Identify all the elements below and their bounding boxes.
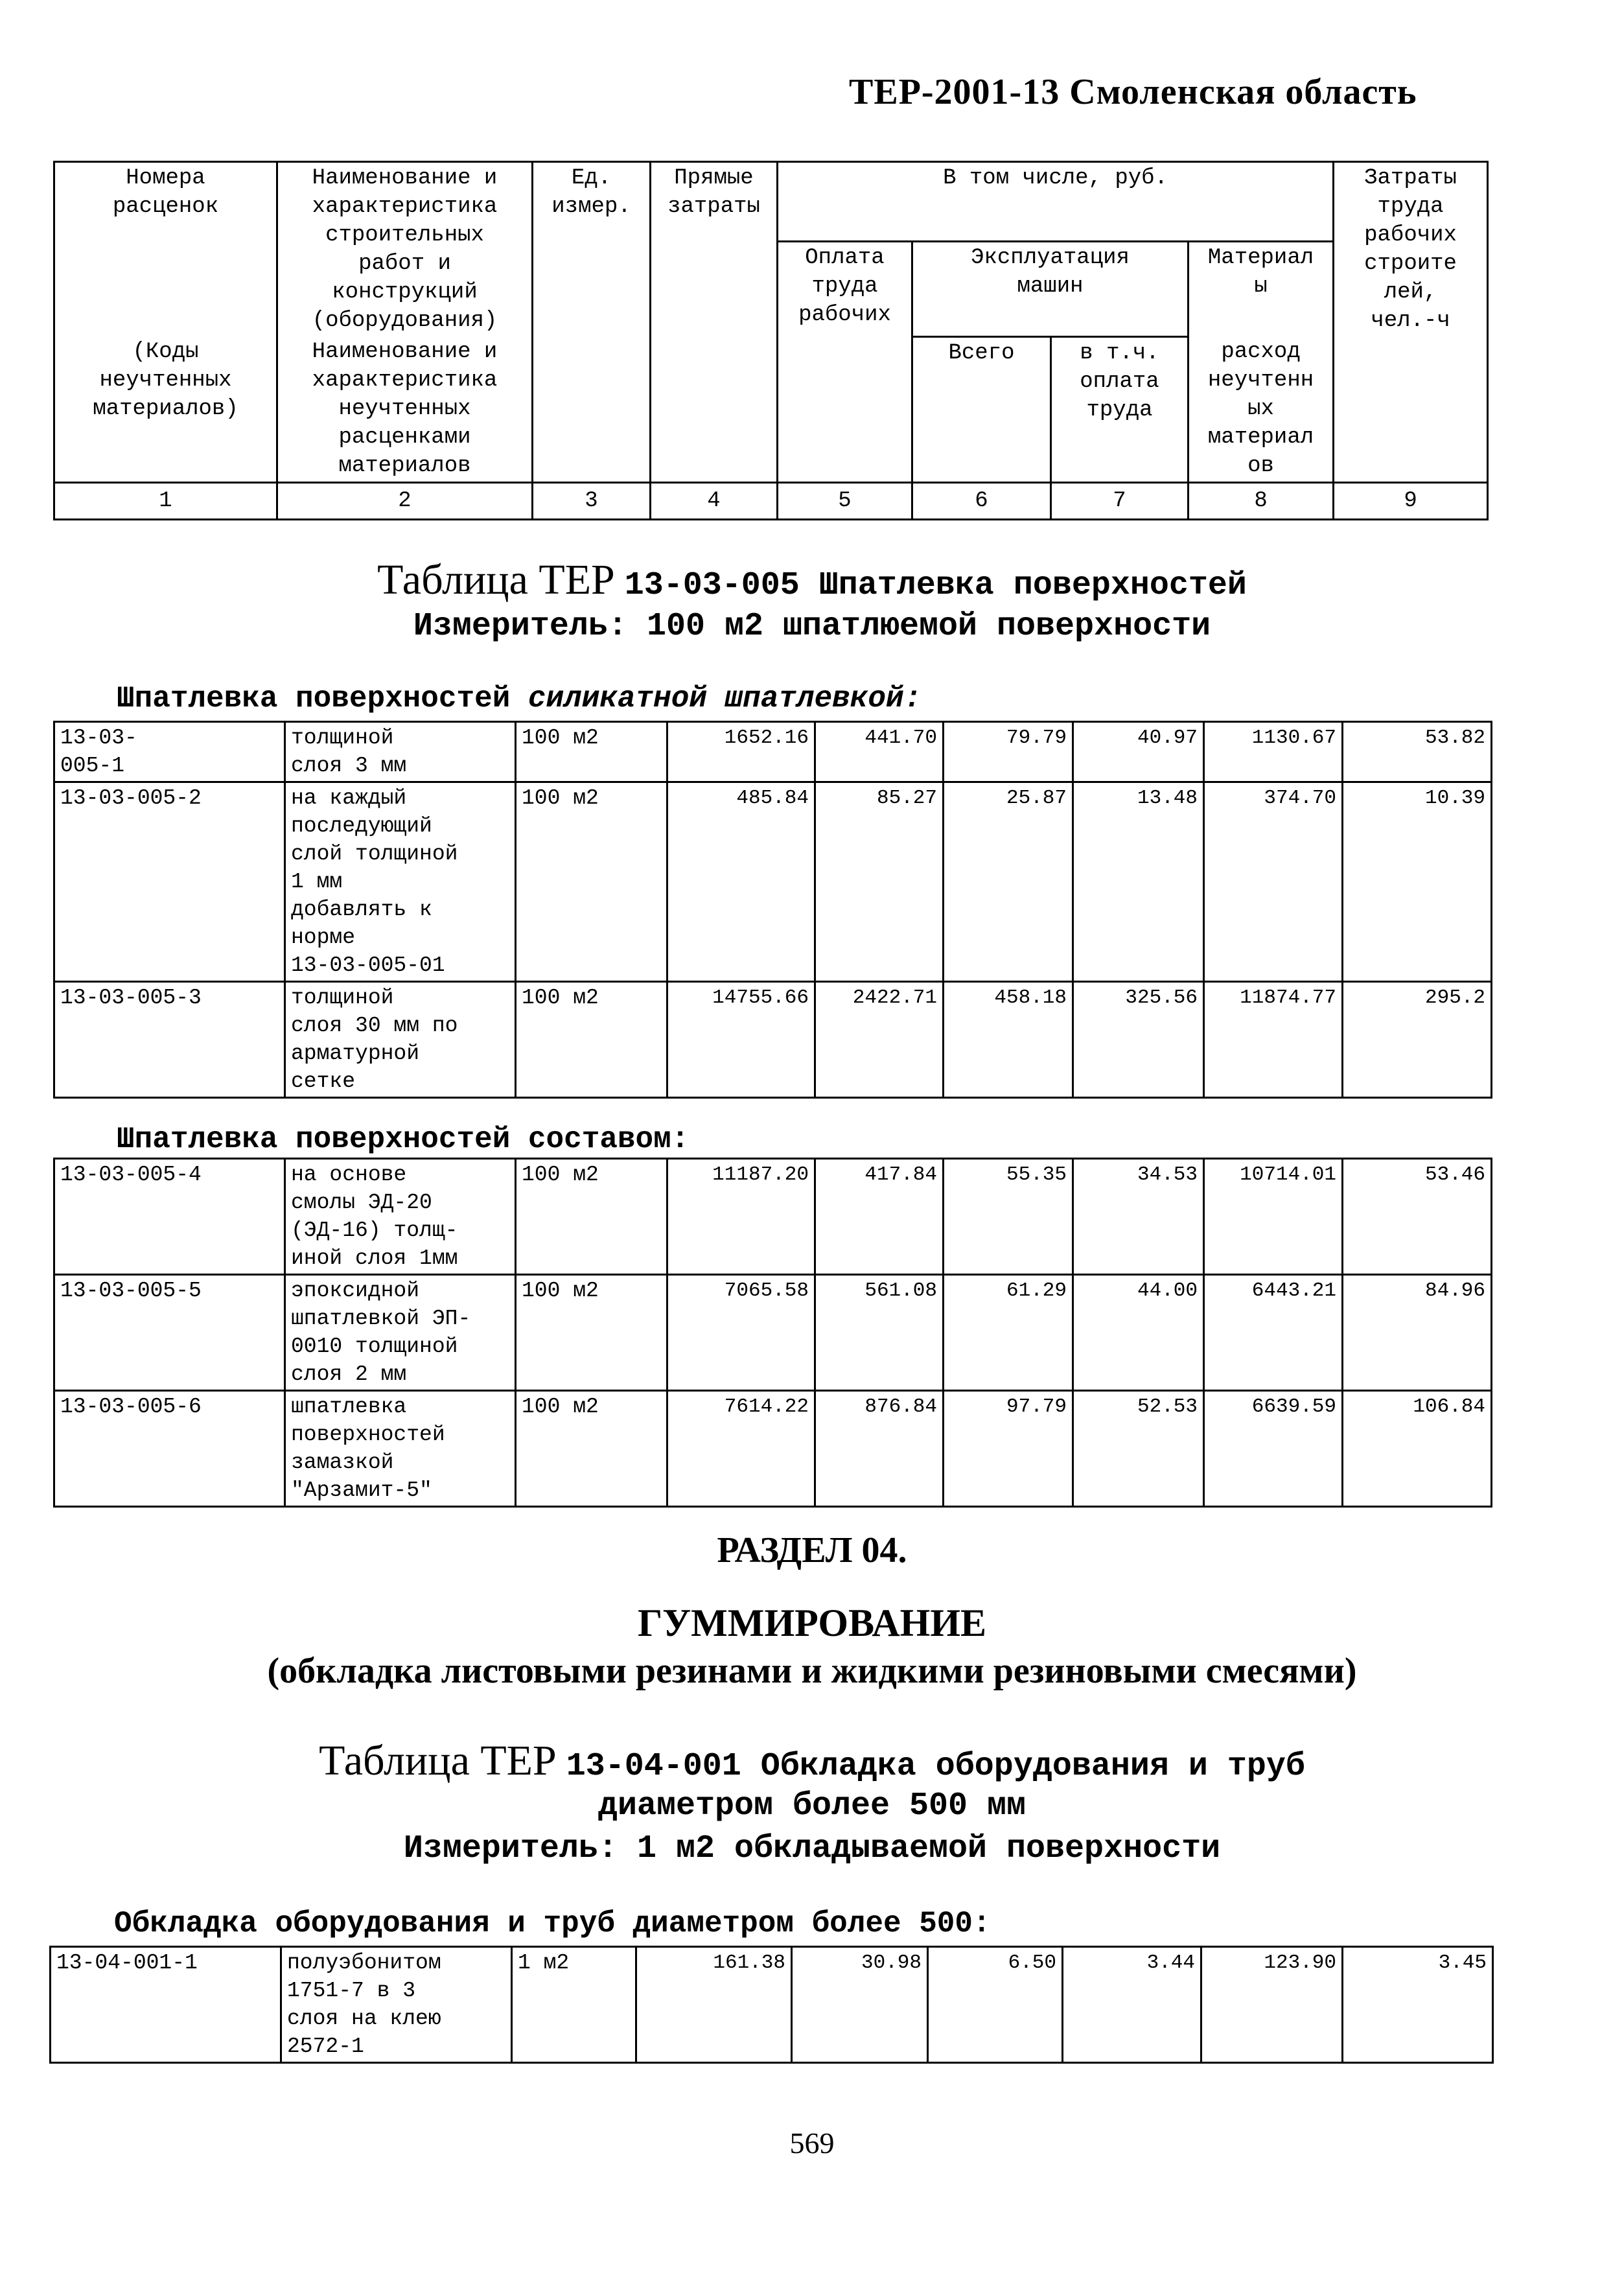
header-line: расценок (112, 194, 219, 219)
labor-hours-cell: 84.96 (1343, 1275, 1492, 1391)
rate-code-cell-line: 13-04-001-1 (56, 1951, 198, 1975)
table2-measure: Измеритель: 1 м2 обкладываемой поверхности (403, 1830, 1221, 1867)
work-name-cell-line: добавлять к (291, 898, 432, 922)
header-line: Номера (126, 166, 205, 191)
machine-labor-cost-cell: 44.00 (1073, 1275, 1204, 1391)
labor-cost-cell: 85.27 (815, 782, 944, 982)
machine-labor-cost-cell: 325.56 (1073, 982, 1204, 1098)
work-name-cell-line: поверхностей (291, 1423, 445, 1447)
work-name-cell-line: "Арзамит-5" (291, 1478, 432, 1502)
work-name-cell-line: иной слоя 1мм (291, 1246, 458, 1270)
machines-cost-cell: 458.18 (944, 982, 1073, 1098)
machine-labor-cost-cell: 40.97 (1073, 722, 1204, 782)
table2-title-prefix: Таблица ТЕР (319, 1737, 557, 1784)
header-line: ов (1247, 454, 1274, 478)
work-name-cell (281, 1947, 512, 2063)
direct-cost-cell: 485.84 (667, 782, 815, 982)
work-name-cell-line: слоя 30 мм по (291, 1014, 458, 1038)
labor-hours-cell: 53.82 (1343, 722, 1492, 782)
work-name-cell-line: последующий (291, 814, 432, 838)
rate-code-cell (54, 782, 285, 982)
group1-heading-italic: силикатной шпатлевкой: (528, 682, 922, 716)
col5-header (778, 242, 912, 483)
unit-cell: 100 м2 (516, 1159, 667, 1275)
labor-hours-cell: 106.84 (1343, 1391, 1492, 1507)
rate-code-cell (54, 1159, 285, 1275)
table1-group1-heading (117, 682, 922, 716)
work-name-cell-line: замазкой (291, 1451, 394, 1474)
work-name-cell (285, 982, 516, 1098)
table-row (54, 722, 1492, 782)
work-name-cell-line: норме (291, 926, 356, 950)
header-line: работ и (358, 251, 451, 276)
rate-code-cell (51, 1947, 281, 2063)
labor-cost-cell: 441.70 (815, 722, 944, 782)
work-name-cell (285, 1275, 516, 1391)
work-name-cell-line: 0010 толщиной (291, 1334, 458, 1358)
labor-hours-cell: 3.45 (1343, 1947, 1493, 2063)
labor-cost-cell: 561.08 (815, 1275, 944, 1391)
header-line: рабочих (798, 303, 891, 327)
rate-code-cell-line: 13-03-005-4 (60, 1163, 202, 1187)
col-number: 4 (651, 483, 778, 520)
col-number: 1 (54, 483, 277, 520)
header-line: расценками (338, 425, 471, 450)
table-row (54, 1159, 1492, 1275)
header-line: Оплата (805, 246, 885, 270)
header-line: затраты (667, 194, 760, 219)
section-number: РАЗДЕЛ 04. (717, 1530, 907, 1570)
table1-group2 (53, 1158, 1492, 1508)
header-line: строительных (325, 223, 484, 248)
header-line: машин (1017, 274, 1084, 299)
machine-labor-cost-cell: 13.48 (1073, 782, 1204, 982)
table2-heading: Обкладка оборудования и труб диаметром более 500: (114, 1907, 991, 1940)
materials-cost-cell: 11874.77 (1204, 982, 1343, 1098)
header-line: материалов (338, 454, 471, 478)
header-line: оплата (1080, 369, 1159, 394)
header-line: конструкций (332, 280, 478, 305)
work-name-cell-line: на основе (291, 1163, 407, 1187)
rate-code-cell-line: 13-03-005-6 (60, 1395, 202, 1419)
rate-code-cell-line: 005-1 (60, 754, 125, 778)
header-line: Ед. (571, 166, 612, 191)
work-name-cell-line: (ЭД-16) толщ- (291, 1218, 458, 1242)
table-row (54, 1275, 1492, 1391)
col-number: 2 (277, 483, 533, 520)
col4-header (651, 162, 778, 483)
table1-title-name: Шпатлевка поверхностей (818, 567, 1247, 604)
table2-title (0, 1738, 1624, 1789)
work-name-cell (285, 1391, 516, 1507)
col-number: 9 (1334, 483, 1488, 520)
rate-code-cell-line: 13-03-005-3 (60, 986, 202, 1010)
labor-cost-cell: 2422.71 (815, 982, 944, 1098)
section-subtitle: (обкладка листовыми резинами и жидкими резиновыми смесями) (267, 1651, 1357, 1691)
work-name-cell-line: толщиной (291, 726, 394, 750)
col8-top-header (1189, 242, 1334, 337)
work-name-cell-line: 2572-1 (287, 2034, 364, 2058)
header-line: характеристика (312, 194, 498, 219)
work-name-cell-line: слоя 2 мм (291, 1362, 407, 1386)
materials-cost-cell: 1130.67 (1204, 722, 1343, 782)
col7-header (1051, 336, 1189, 483)
machines-cost-cell: 25.87 (944, 782, 1073, 982)
group1-heading-plain: Шпатлевка поверхностей (117, 682, 528, 716)
col-number: 7 (1051, 483, 1189, 520)
materials-cost-cell: 6639.59 (1204, 1391, 1343, 1507)
col2-bottom-header (277, 336, 533, 483)
rate-code-cell (54, 1275, 285, 1391)
direct-cost-cell: 161.38 (636, 1947, 792, 2063)
unit-cell: 1 м2 (512, 1947, 636, 2063)
header-line: материалов) (93, 397, 238, 421)
col9-header (1334, 162, 1488, 483)
work-name-cell-line: 1751-7 в 3 (287, 1979, 416, 2003)
materials-cost-cell: 10714.01 (1204, 1159, 1343, 1275)
column-header-table (53, 161, 1489, 520)
rate-code-cell (54, 722, 285, 782)
direct-cost-cell: 11187.20 (667, 1159, 815, 1275)
direct-cost-cell: 7614.22 (667, 1391, 815, 1507)
work-name-cell-line: слоя 3 мм (291, 754, 407, 778)
header-line: (Коды (132, 340, 199, 364)
machines-cost-cell: 6.50 (928, 1947, 1063, 2063)
unit-cell: 100 м2 (516, 1275, 667, 1391)
labor-cost-cell: 417.84 (815, 1159, 944, 1275)
materials-cost-cell: 123.90 (1201, 1947, 1343, 2063)
labor-hours-cell: 10.39 (1343, 782, 1492, 982)
header-line: чел.-ч (1371, 309, 1450, 333)
rate-code-cell-line: 13-03-005-2 (60, 786, 202, 810)
table-row (54, 982, 1492, 1098)
header-line: рабочих (1364, 223, 1457, 248)
header-line: Материал (1207, 246, 1314, 270)
header-line: Наименование и (312, 166, 498, 191)
labor-hours-cell: 295.2 (1343, 982, 1492, 1098)
col3-header (533, 162, 651, 483)
section-title: ГУММИРОВАНИЕ (637, 1602, 987, 1644)
col6-header: Всего (912, 336, 1051, 483)
running-header: ТЕР-2001-13 Смоленская область (849, 72, 1417, 112)
unit-cell: 100 м2 (516, 1391, 667, 1507)
col-number: 6 (912, 483, 1051, 520)
rate-code-cell-line: 13-03-005-5 (60, 1279, 202, 1303)
materials-cost-cell: 6443.21 (1204, 1275, 1343, 1391)
header-line: труда (1377, 194, 1444, 219)
machines-cost-cell: 55.35 (944, 1159, 1073, 1275)
table1-title-prefix: Таблица ТЕР (377, 556, 615, 603)
col1-top-header (54, 162, 277, 337)
work-name-cell-line: арматурной (291, 1042, 420, 1066)
direct-cost-cell: 1652.16 (667, 722, 815, 782)
machines-cost-cell: 97.79 (944, 1391, 1073, 1507)
work-name-cell-line: сетке (291, 1069, 356, 1093)
materials-cost-cell: 374.70 (1204, 782, 1343, 982)
work-name-cell-line: полуэбонитом (287, 1951, 441, 1975)
header-line: неучтенных (99, 368, 232, 393)
machine-labor-cost-cell: 34.53 (1073, 1159, 1204, 1275)
header-line: расход (1221, 340, 1301, 364)
header-line: строите (1364, 251, 1457, 276)
col8-bottom-header (1189, 336, 1334, 483)
header-line: ы (1254, 274, 1268, 299)
machines-cost-cell: 61.29 (944, 1275, 1073, 1391)
work-name-cell-line: 1 мм (291, 870, 343, 894)
header-line: измер. (551, 194, 631, 219)
table-row (51, 1947, 1493, 2063)
labor-hours-cell: 53.46 (1343, 1159, 1492, 1275)
header-line: ых (1247, 397, 1274, 421)
unit-cell: 100 м2 (516, 782, 667, 982)
machines-cost-cell: 79.79 (944, 722, 1073, 782)
header-line: Наименование и (312, 340, 498, 364)
work-name-cell-line: смолы ЭД-20 (291, 1191, 432, 1215)
header-line: труда (1086, 397, 1153, 423)
table1-measure: Измеритель: 100 м2 шпатлюемой поверхности (413, 608, 1211, 645)
table-row (54, 1391, 1492, 1507)
table2-title-code: 13-04-001 (566, 1748, 741, 1785)
header-line: Затраты (1364, 166, 1457, 191)
work-name-cell-line: толщиной (291, 986, 394, 1010)
table1-group1 (53, 721, 1492, 1099)
unit-cell: 100 м2 (516, 982, 667, 1098)
work-name-cell-line: шпатлевкой ЭП- (291, 1307, 471, 1331)
machines-group-header (912, 242, 1189, 337)
table1-title-code: 13-03-005 (624, 567, 800, 604)
header-line: неучтенн (1207, 368, 1314, 393)
work-name-cell-line: слоя на клею (287, 2007, 441, 2031)
work-name-cell (285, 1159, 516, 1275)
header-line: материал (1207, 425, 1314, 450)
table1-title (0, 557, 1624, 609)
table2-title-name-line2: диаметром более 500 мм (597, 1788, 1027, 1824)
unit-cell: 100 м2 (516, 722, 667, 782)
page-number: 569 (789, 2127, 835, 2160)
direct-cost-cell: 7065.58 (667, 1275, 815, 1391)
col-number: 3 (533, 483, 651, 520)
work-name-cell-line: 13-03-005-01 (291, 953, 445, 977)
work-name-cell-line: слой толщиной (291, 842, 458, 866)
rate-code-cell-line: 13-03- (60, 726, 137, 750)
labor-cost-cell: 876.84 (815, 1391, 944, 1507)
header-line: Эксплуатация (971, 246, 1130, 270)
col1-bottom-header (54, 336, 277, 483)
labor-cost-cell: 30.98 (792, 1947, 928, 2063)
work-name-cell (285, 722, 516, 782)
direct-cost-cell: 14755.66 (667, 982, 815, 1098)
header-line: (оборудования) (312, 309, 498, 333)
rate-code-cell (54, 982, 285, 1098)
col-number: 5 (778, 483, 912, 520)
header-line: в т.ч. (1080, 340, 1159, 366)
table1-group2-heading: Шпатлевка поверхностей составом: (117, 1123, 690, 1156)
col2-top-header (277, 162, 533, 337)
table2-body (49, 1946, 1494, 2064)
machine-labor-cost-cell: 3.44 (1063, 1947, 1201, 2063)
header-line: лей, (1384, 280, 1437, 305)
work-name-cell (285, 782, 516, 982)
col-number: 8 (1189, 483, 1334, 520)
table2-title-name-line1: Обкладка оборудования и труб (760, 1748, 1305, 1785)
header-line: труда (811, 274, 878, 299)
table-row (54, 782, 1492, 982)
header-line: Прямые (674, 166, 754, 191)
group-header: В том числе, руб. (778, 162, 1334, 242)
header-line: характеристика (312, 368, 498, 393)
work-name-cell-line: эпоксидной (291, 1279, 420, 1303)
rate-code-cell (54, 1391, 285, 1507)
work-name-cell-line: на каждый (291, 786, 407, 810)
header-line: неучтенных (338, 397, 471, 421)
work-name-cell-line: шпатлевка (291, 1395, 407, 1419)
machine-labor-cost-cell: 52.53 (1073, 1391, 1204, 1507)
